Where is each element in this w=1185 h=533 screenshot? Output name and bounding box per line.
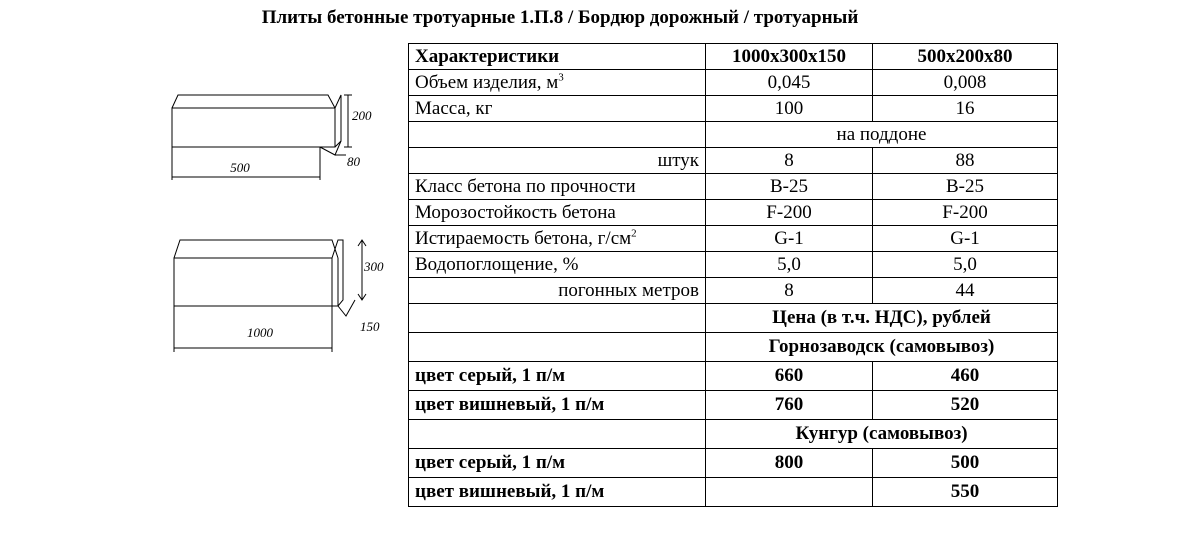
gornozavodsk-grey-1000: 660 bbox=[706, 362, 873, 391]
small-curb-drawing bbox=[172, 95, 352, 180]
gornozavodsk-grey-500: 460 bbox=[873, 362, 1058, 391]
specification-table bbox=[408, 43, 1058, 507]
kungur-grey-500: 500 bbox=[873, 449, 1058, 478]
pallet-label: на поддоне bbox=[706, 122, 1058, 148]
gornozavodsk-grey-label: цвет серый, 1 п/м bbox=[409, 362, 706, 391]
table-row-frost bbox=[409, 200, 1058, 226]
gornozavodsk-empty-cell bbox=[409, 333, 706, 362]
price-header: Цена (в т.ч. НДС), рублей bbox=[706, 304, 1058, 333]
pieces-label: штук bbox=[409, 148, 706, 174]
curb-drawings bbox=[160, 80, 400, 360]
table-row-pieces bbox=[409, 148, 1058, 174]
mass-label: Масса, кг bbox=[409, 96, 706, 122]
strength-1000: В-25 bbox=[706, 174, 873, 200]
frost-500: F-200 bbox=[873, 200, 1058, 226]
mass-1000: 100 bbox=[706, 96, 873, 122]
abrasion-500: G-1 bbox=[873, 226, 1058, 252]
strength-500: В-25 bbox=[873, 174, 1058, 200]
table-row-gornozavodsk-cherry bbox=[409, 391, 1058, 420]
volume-500: 0,008 bbox=[873, 70, 1058, 96]
kungur-cherry-500: 550 bbox=[873, 478, 1058, 507]
table-row-pallet bbox=[409, 122, 1058, 148]
water-1000: 5,0 bbox=[706, 252, 873, 278]
table-row-kungur-grey bbox=[409, 449, 1058, 478]
table-row-meters bbox=[409, 278, 1058, 304]
small-height-label: 200 bbox=[352, 108, 372, 123]
large-height-label: 300 bbox=[364, 259, 384, 274]
meters-500: 44 bbox=[873, 278, 1058, 304]
kungur-grey-1000: 800 bbox=[706, 449, 873, 478]
water-500: 5,0 bbox=[873, 252, 1058, 278]
gornozavodsk-cherry-1000: 760 bbox=[706, 391, 873, 420]
frost-label: Морозостойкость бетона bbox=[409, 200, 706, 226]
kungur-grey-label: цвет серый, 1 п/м bbox=[409, 449, 706, 478]
table-row-kungur-cherry bbox=[409, 478, 1058, 507]
table-row-abrasion bbox=[409, 226, 1058, 252]
abrasion-1000: G-1 bbox=[706, 226, 873, 252]
table-row-price-header bbox=[409, 304, 1058, 333]
volume-1000: 0,045 bbox=[706, 70, 873, 96]
strength-label: Класс бетона по прочности bbox=[409, 174, 706, 200]
table-row-gornozavodsk bbox=[409, 333, 1058, 362]
pieces-1000: 8 bbox=[706, 148, 873, 174]
water-label: Водопоглощение, % bbox=[409, 252, 706, 278]
kungur-empty-cell bbox=[409, 420, 706, 449]
size-1000-header: 1000х300х150 bbox=[706, 44, 873, 70]
pallet-empty-cell bbox=[409, 122, 706, 148]
page-title: Плиты бетонные тротуарные 1.П.8 / Бордюр дорожный / тротуарный bbox=[261, 7, 859, 28]
large-length-label: 1000 bbox=[247, 325, 273, 340]
gornozavodsk-cherry-500: 520 bbox=[873, 391, 1058, 420]
meters-1000: 8 bbox=[706, 278, 873, 304]
table-row-water bbox=[409, 252, 1058, 278]
price-empty-cell bbox=[409, 304, 706, 333]
volume-label: Объем изделия, $м^3$ bbox=[409, 70, 706, 96]
frost-1000: F-200 bbox=[706, 200, 873, 226]
kungur-cherry-label: цвет вишневый, 1 п/м bbox=[409, 478, 706, 507]
table-row-mass bbox=[409, 96, 1058, 122]
table-row-kungur bbox=[409, 420, 1058, 449]
abrasion-label: Истираемость бетона, $г/см^2$ bbox=[409, 226, 706, 252]
meters-label: погонных метров bbox=[409, 278, 706, 304]
kungur-cherry-1000 bbox=[706, 478, 873, 507]
table-row-strength bbox=[409, 174, 1058, 200]
gornozavodsk-cherry-label: цвет вишневый, 1 п/м bbox=[409, 391, 706, 420]
table-header-row bbox=[409, 44, 1058, 70]
characteristics-header: Характеристики bbox=[409, 44, 706, 70]
small-width-label: 80 bbox=[347, 154, 360, 169]
large-width-label: 150 bbox=[360, 319, 380, 334]
mass-500: 16 bbox=[873, 96, 1058, 122]
small-length-label: 500 bbox=[230, 160, 250, 175]
table-row-volume bbox=[409, 70, 1058, 96]
kungur-label: Кунгур (самовывоз) bbox=[706, 420, 1058, 449]
size-500-header: 500х200х80 bbox=[873, 44, 1058, 70]
pieces-500: 88 bbox=[873, 148, 1058, 174]
table-row-gornozavodsk-grey bbox=[409, 362, 1058, 391]
gornozavodsk-label: Горнозаводск (самовывоз) bbox=[706, 333, 1058, 362]
